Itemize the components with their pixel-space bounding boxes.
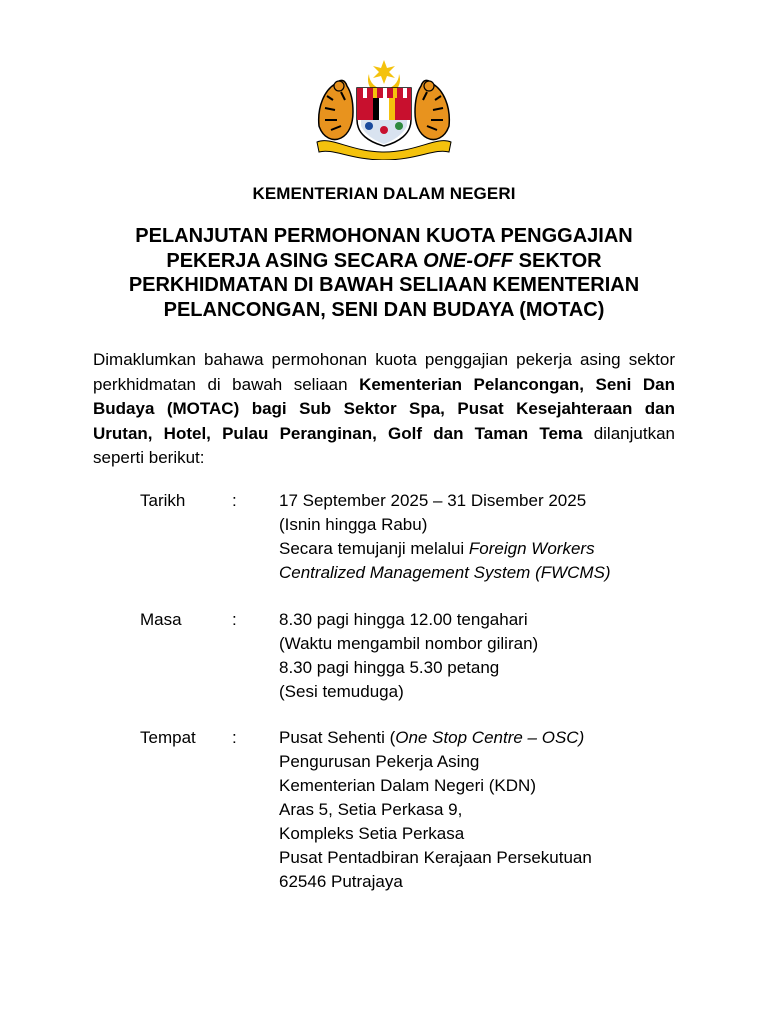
detail-label: Tempat	[140, 728, 196, 747]
intro-paragraph	[93, 348, 675, 471]
time-range-1: 8.30 pagi hingga 12.00 tengahari	[279, 610, 528, 629]
star-icon	[373, 60, 395, 84]
appointment-line	[279, 537, 719, 561]
address-line-7: 62546 Putrajaya	[279, 872, 403, 891]
intro-bold-text: Kementerian Pelancongan, Seni Dan Budaya (MOTAC) bagi Sub Sektor Spa, Pusat Kesejahteraan dan Urutan, Hotel, Pulau Peranginan, Golf dan Taman Tema	[93, 374, 675, 443]
title-text-2: SEKTOR PERKHIDMATAN DI BAWAH SELIAAN KEMENTERIAN PELANCONGAN, SENI DAN BUDAYA (MOTAC)	[128, 249, 640, 321]
venue-italic: One Stop Centre – OSC)	[395, 728, 585, 747]
detail-label: Tarikh	[140, 491, 186, 510]
detail-colon: :	[232, 610, 237, 629]
system-name-part1: Foreign Workers	[468, 539, 595, 558]
address-line-3: Kementerian Dalam Negeri (KDN)	[279, 776, 536, 795]
time-note-1: (Waktu mengambil nombor giliran)	[279, 634, 539, 653]
venue-prefix: Pusat Sehenti (	[279, 728, 396, 747]
address-line-6: Pusat Pentadbiran Kerajaan Persekutuan	[279, 848, 592, 867]
title-text-1: PELANJUTAN PERMOHONAN KUOTA PENGGAJIAN PEKERJA ASING SECARA	[135, 225, 633, 272]
detail-values	[279, 489, 719, 585]
address-line-2: Pengurusan Pekerja Asing	[279, 752, 480, 771]
address-line-4: Aras 5, Setia Perkasa 9,	[279, 800, 463, 819]
time-note-2: (Sesi temuduga)	[279, 682, 404, 701]
days-note: (Isnin hingga Rabu)	[279, 515, 428, 534]
detail-label: Masa	[140, 610, 182, 629]
right-tiger-icon	[415, 80, 449, 139]
title-italic-text: ONE-OFF	[423, 249, 514, 272]
ministry-name: KEMENTERIAN DALAM NEGERI	[252, 184, 516, 203]
shield-icon	[357, 88, 411, 146]
detail-colon: :	[232, 491, 237, 510]
notice-title	[90, 224, 678, 322]
intro-text-2: dilanjutkan seperti berikut:	[93, 423, 675, 467]
system-name-part2: Centralized Management System (FWCMS)	[279, 563, 611, 582]
intro-text-1: Dimaklumkan bahawa permohonan kuota penggajian pekerja asing sektor perkhidmatan di bawah seliaan	[93, 350, 675, 394]
venue-line	[279, 726, 719, 750]
coat-of-arms-logo	[311, 56, 457, 160]
detail-colon: :	[232, 728, 237, 747]
appointment-prefix: Secara temujanji melalui	[279, 539, 469, 558]
left-tiger-icon	[319, 80, 353, 139]
detail-values	[279, 608, 719, 704]
time-range-2: 8.30 pagi hingga 5.30 petang	[279, 658, 500, 677]
address-line-5: Kompleks Setia Perkasa	[279, 824, 465, 843]
date-range: 17 September 2025 – 31 Disember 2025	[279, 491, 587, 510]
detail-values	[279, 726, 719, 894]
